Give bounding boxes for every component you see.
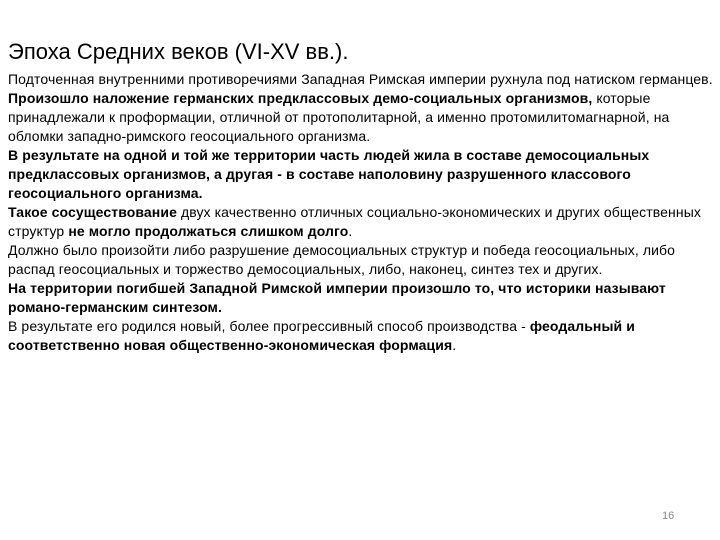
paragraph-text-bold: Произошло наложение германских предклассовых демо-социальных организмов, [8,90,593,106]
page-number: 16 [662,510,675,522]
paragraph-text-bold: На территории погибшей Западной Римской империи произошло то, что историки называют романо-германским синтезом. [8,280,666,315]
paragraph-text: Подточенная внутренними противоречиями Западная Римская империи рухнула под натиском германцев. [8,71,713,87]
paragraph [8,279,720,317]
paragraph [8,146,720,203]
paragraph-text-bold: не могло продолжаться слишком долго [68,223,349,239]
paragraph [8,317,720,355]
paragraph [8,241,720,279]
paragraph-text: Должно было произойти либо разрушение демосоциальных структур и победа геосоциальных, либо распад геосоциальных и торжество демосоциальных, либо, наконец, синтез тех и других. [8,242,676,277]
paragraph-text: В результате его родился новый, более прогрессивный способ производства - [8,318,530,334]
paragraph [8,70,720,89]
paragraph [8,203,720,241]
paragraph-text-bold: феодальный и соответственно новая общественно-экономическая формация [8,318,635,353]
paragraph-text-bold: Такое сосуществование [8,204,177,220]
slide-body [8,70,720,355]
paragraph [8,89,720,146]
paragraph-text: . [348,223,353,239]
paragraph-text: двух качественно отличных социально-экономических и других общественных структур [8,204,701,239]
paragraph-text: . [452,337,457,353]
slide-title: Эпоха Средних веков (VI-XV вв.). [8,39,349,64]
paragraph-text: которые принадлежали к проформации, отличной от протополитарной, а именно протомилитомагнарной, на обломки западно-римского геосоциального организма. [8,90,670,144]
paragraph-text-bold: В результате на одной и той же территории часть людей жила в составе демосоциальных предклассовых организмов, а другая - в составе наполовину разрушенного классового геосоциального организма. [8,147,650,201]
